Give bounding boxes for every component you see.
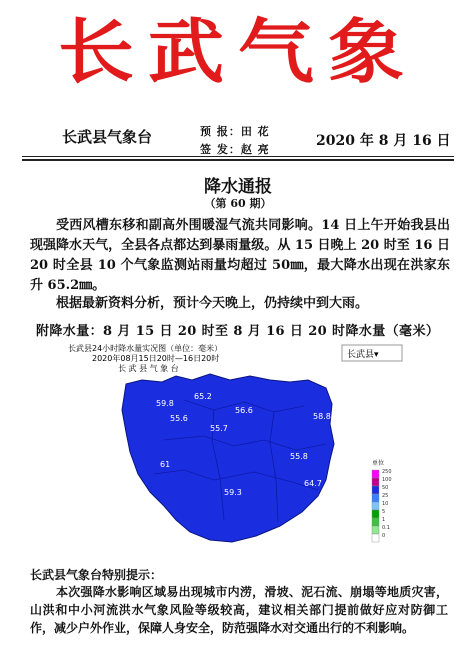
station-label: 58.8	[313, 412, 331, 421]
station-label: 55.7	[210, 424, 228, 433]
station-label: 61	[160, 460, 171, 469]
legend-label: 10	[382, 501, 389, 507]
legend-label: 25	[382, 493, 389, 499]
legend-label: 50	[382, 485, 389, 491]
county-selector[interactable]: 长武县▾	[347, 350, 379, 360]
paragraph-forecast: 根据最新资料分析，预计今天晚上，仍持续中到大雨。	[56, 296, 369, 311]
department-name: 长武县气象台	[62, 128, 153, 146]
station-label: 55.8	[290, 452, 308, 461]
legend-swatch	[372, 518, 379, 526]
notice-body: 本次强降水影响区域易出现城市内涝，滑坡、泥石流、崩塌等地质灾害，山洪和中小河流洪水气象风险等级较高，建议相关部门提前做好应对防御工作，减少户外作业，保障人身安全，防范强降水对交通出行的不利影响。	[30, 585, 448, 635]
legend-swatch	[372, 510, 379, 518]
signer-line: 签 发：赵 亮	[200, 143, 270, 156]
header-rule-top	[22, 156, 454, 157]
legend-label: 100	[382, 477, 392, 483]
map-source: 长 武 县 气 象 台	[118, 364, 179, 373]
station-label: 59.3	[224, 488, 242, 497]
legend-swatch	[372, 486, 379, 494]
legend-swatch	[372, 470, 379, 478]
precipitation-map	[64, 340, 414, 556]
map-subtitle: 2020年08月15日20时—16日20时	[92, 354, 220, 363]
legend-swatch	[372, 502, 379, 510]
precipitation-map-svg	[64, 340, 414, 556]
station-label: 56.6	[235, 406, 253, 415]
station-label: 59.8	[156, 399, 174, 408]
legend-label: 0	[382, 533, 386, 539]
legend-label: 1	[382, 517, 386, 523]
attachment-caption: 附降水量：8 月 15 日 20 时至 8 月 16 日 20 时降水量（毫米）	[36, 324, 440, 339]
legend-swatch	[372, 478, 379, 486]
station-label: 55.6	[170, 414, 188, 423]
masthead-title: 长武气象	[58, 10, 418, 93]
forecaster-line: 预 报：田 花	[200, 125, 270, 138]
bulletin-title: 降水通报	[204, 177, 272, 197]
header-rule-bottom	[22, 159, 454, 161]
legend	[372, 469, 392, 542]
issue-date: 2020 年 8 月 16 日	[316, 133, 451, 149]
legend-label: 250	[382, 469, 392, 475]
notice-heading: 长武县气象台特别提示：	[30, 568, 163, 582]
bulletin-issue: （第 60 期）	[204, 197, 272, 210]
paragraph-summary: 受西风槽东移和副高外围暖湿气流共同影响。14 日上午开始我县出现强降水天气，全县各点都达到暴雨量级。从 15 日晚上 20 时至 16 日 20 时全县 10 个气象监测站雨量均超过 50㎜，最大降水出现在洪家东升 65.2㎜。	[30, 218, 450, 293]
map-title: 长武县24小时降水量实况图（单位：毫米）	[68, 344, 223, 353]
legend-swatch	[372, 494, 379, 502]
legend-label: 0.1	[382, 525, 390, 531]
station-label: 64.7	[304, 479, 322, 488]
legend-swatch	[372, 526, 379, 534]
legend-swatch	[372, 534, 379, 542]
station-label: 65.2	[194, 392, 212, 401]
legend-title: 单位	[372, 460, 385, 467]
legend-label: 5	[382, 509, 386, 515]
